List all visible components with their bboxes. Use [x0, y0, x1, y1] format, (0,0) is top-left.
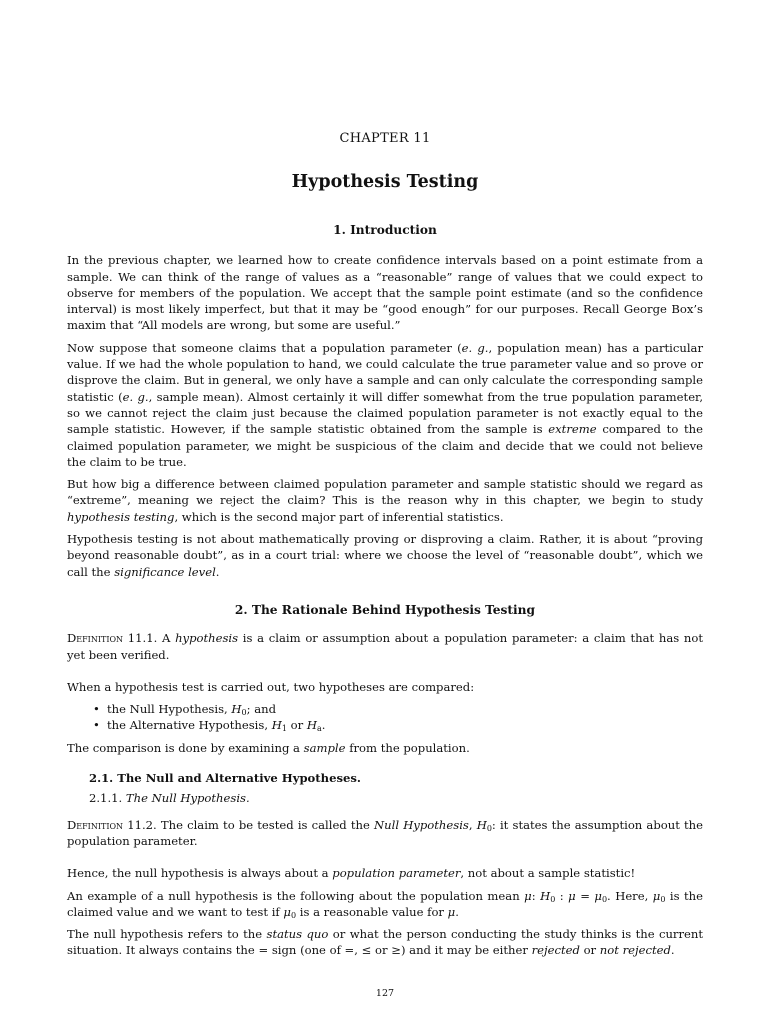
chapter-label: CHAPTER 11 — [339, 131, 431, 146]
paragraph-null-example: An example of a null hypothesis is the following about the population mean μ: $H_0$ : $\mu = \mu_0$. Here, $\mu_0$ is the claimed value and we want to test if $\mu_0$ is a reasonable value for μ. — [67, 888, 704, 920]
paragraph-two-hypotheses: When a hypothesis test is carried out, two hypotheses are compared: — [67, 679, 475, 694]
list-item-alternative-hypothesis: • the Alternative Hypothesis, $H_1$ or $H_a$. — [93, 718, 326, 734]
paragraph-comparison: The comparison is done by examining a sample from the population. — [67, 740, 470, 755]
body-text — [67, 222, 703, 965]
document-page — [67, 0, 703, 1024]
paragraph-intro-3: But how big a difference between claimed population parameter and sample statistic should we regard as “extreme”, meaning we reject the claim? This is the reason why in this chapter, we begin to study hypothesis testing, which is the second major part of inferential statistics. — [67, 477, 703, 524]
paragraph-intro-1: In the previous chapter, we learned how to create confidence intervals based on a point estimate from a sample. We can think of the range of values as a “reasonable” range of values that we could expect to observe for members of the population. We accept that the sample point estimate (and so the confidence interval) is most likely imperfect, but that it may be “good enough” for our purposes. Recall George Box’s maxim that “All models are wrong, but some are useful.” — [67, 253, 703, 333]
paragraph-status-quo: The null hypothesis refers to the status quo or what the person conducting the study thinks is the current situation. It always contains the = sign (one of =, ≤ or ≥) and it may be either rejected or not rejected. — [67, 927, 704, 958]
hypotheses-list — [67, 701, 703, 734]
chapter-title: Hypothesis Testing — [291, 172, 479, 192]
definition-11-2: Definition 11.2. The claim to be tested is called the Null Hypothesis, $H_0$: it states the assumption about the population parameter. — [67, 817, 703, 848]
section-heading-rationale: 2. The Rationale Behind Hypothesis Testing — [234, 602, 536, 617]
subsection-heading-null-alternative: 2.1. The Null and Alternative Hypotheses. — [89, 771, 361, 786]
bullet-icon: • — [93, 718, 100, 733]
paragraph-intro-2: Now suppose that someone claims that a population parameter (e. g., population mean) has a particular value. If we had the whole population to hand, we could calculate the true parameter value and so prove or disprove the claim. But in general, we only have a sample and can only calculate the corresponding sample statistic (e. g., sample mean). Almost certainly it will differ somewhat from the true population parameter, so we cannot reject the claim just because the claimed population parameter is not exactly equal to the sample statistic. However, if the sample statistic obtained from the sample is extreme compared to the claimed population parameter, we might be suspicious of the claim and decide that we could not believe the claim to be true. — [67, 340, 704, 469]
paragraph-population-parameter: Hence, the null hypothesis is always about a population parameter, not about a sample statistic! — [67, 866, 636, 881]
subsubsection-heading-null-hypothesis: 2.1.1. The Null Hypothesis. — [89, 791, 250, 806]
list-item-null-hypothesis: • the Null Hypothesis, $H_0$; and — [93, 702, 277, 718]
section-heading-introduction: 1. Introduction — [333, 223, 437, 237]
paragraph-intro-4: Hypothesis testing is not about mathematically proving or disproving a claim. Rather, it is about “proving beyond reasonable doubt”, as in a court trial: where we choose the level of “reasonable doubt”, which we call the significance level. — [67, 532, 703, 579]
bullet-icon: • — [93, 702, 100, 717]
page-number: 127 — [375, 988, 395, 999]
definition-11-1: Definition 11.1. A hypothesis is a claim or assumption about a population parameter: a claim that has not yet been verified. — [67, 631, 703, 662]
